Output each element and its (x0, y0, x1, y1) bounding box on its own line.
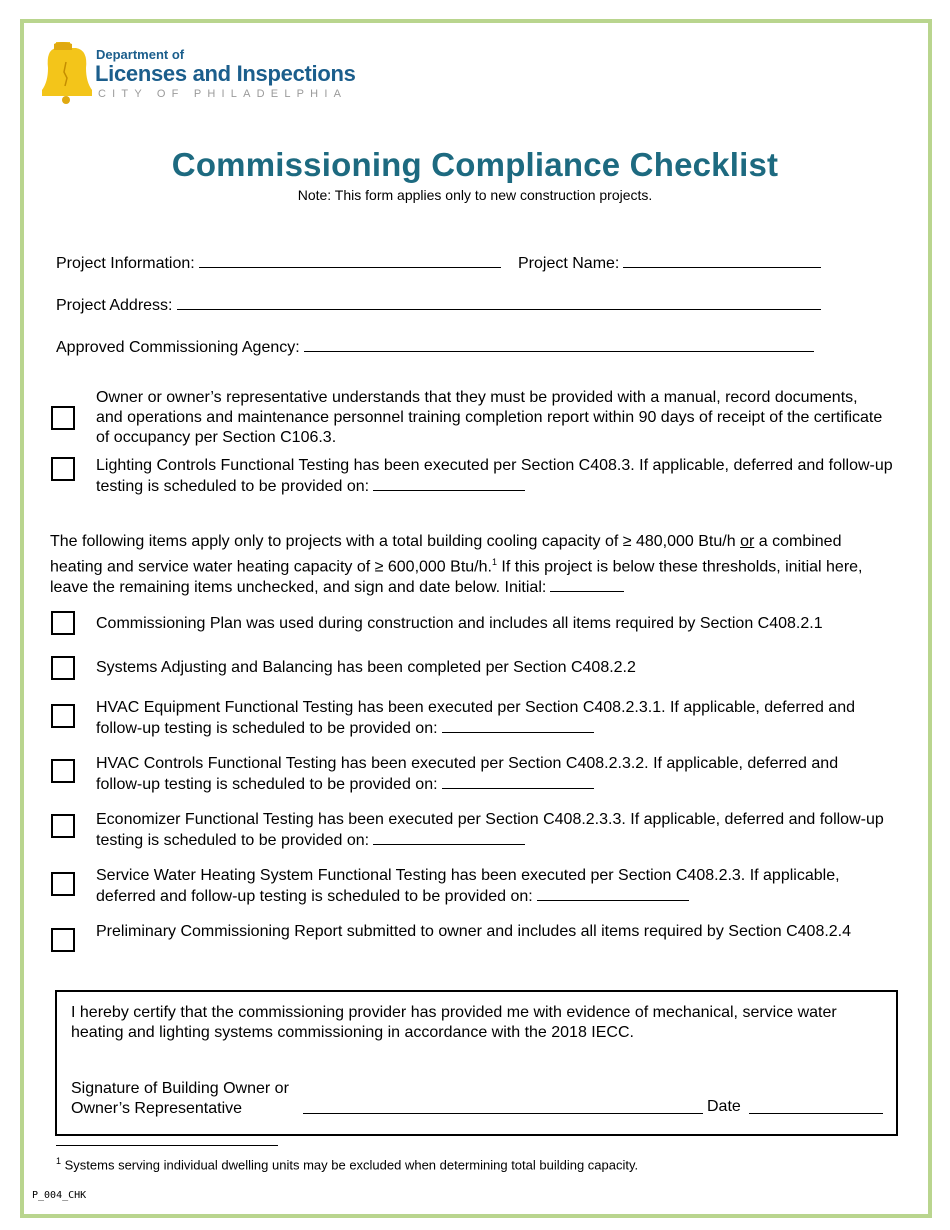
threshold-text-1: The following items apply only to projects with a total building cooling capacity of ≥ 480,000 Btu/h (50, 533, 741, 550)
checkbox-hvac-controls[interactable] (51, 759, 75, 783)
logo-city-text: CITY OF PHILADELPHIA (98, 88, 348, 100)
logo-dept-text: Department of (96, 47, 185, 62)
project-information-field[interactable] (56, 253, 501, 273)
project-address-field[interactable] (56, 295, 821, 315)
commissioning-agency-field[interactable] (56, 337, 814, 357)
threshold-paragraph (50, 532, 870, 598)
commissioning-agency-line[interactable] (304, 337, 814, 352)
hvac-equipment-date-line[interactable] (442, 718, 594, 733)
checkbox-hvac-equipment[interactable] (51, 704, 75, 728)
dept-logo (36, 38, 376, 106)
threshold-footnote-ref: 1 (491, 557, 497, 567)
signature-label (71, 1079, 289, 1119)
footnote-number: 1 (56, 1156, 62, 1166)
economizer-date-line[interactable] (373, 830, 525, 845)
date-line[interactable] (749, 1113, 883, 1114)
liberty-bell-icon (36, 38, 94, 104)
footnote-divider (56, 1145, 278, 1146)
project-name-line[interactable] (623, 253, 821, 268)
item-economizer (96, 810, 896, 851)
service-water-date-line[interactable] (537, 886, 689, 901)
threshold-text-3: If this project is below these thresholds, initial here, leave the remaining items unchecked, and sign and date below. Initial: (50, 558, 863, 597)
checkbox-adjusting-balancing[interactable] (51, 656, 75, 680)
item-hvac-equipment (96, 698, 896, 739)
project-address-line[interactable] (177, 295, 821, 310)
checkbox-preliminary-report[interactable] (51, 928, 75, 952)
item-service-water (96, 866, 856, 907)
page-title: Commissioning Compliance Checklist (171, 146, 779, 183)
date-label: Date (707, 1098, 741, 1115)
hvac-controls-date-line[interactable] (442, 774, 594, 789)
signature-label-line-1: Signature of Building Owner or (71, 1080, 289, 1097)
certification-box (55, 990, 898, 1136)
project-information-line[interactable] (199, 253, 501, 268)
project-name-field[interactable] (518, 253, 821, 273)
item-hvac-equipment-text: HVAC Equipment Functional Testing has been executed per Section C408.2.3.1. If applicable, deferred and follow-up testing is scheduled to be provided on: (96, 699, 855, 737)
project-name-label: Project Name: (518, 255, 620, 272)
project-address-label: Project Address: (56, 297, 173, 314)
logo-name-text: Licenses and Inspections (95, 61, 356, 86)
signature-label-line-2: Owner’s Representative (71, 1100, 243, 1117)
checkbox-lighting-controls[interactable] (51, 457, 75, 481)
initial-line[interactable] (550, 577, 624, 592)
item-lighting-controls (96, 456, 896, 497)
threshold-text-2: a combined heating and service water heating capacity of ≥ 600,000 Btu/h. (50, 533, 842, 576)
project-information-label: Project Information: (56, 255, 195, 272)
footnote (56, 1156, 638, 1172)
threshold-or: or (740, 533, 755, 550)
certification-text: I hereby certify that the commissioning provider has provided me with evidence of mechanical, service water heating and lighting systems commissioning in accordance with the 2018 IECC. (71, 1004, 837, 1041)
checkbox-owner-manual[interactable] (51, 406, 75, 430)
checkbox-economizer[interactable] (51, 814, 75, 838)
item-hvac-controls-text: HVAC Controls Functional Testing has been executed per Section C408.2.3.2. If applicable, deferred and follow-up testing is scheduled to be provided on: (96, 755, 839, 793)
checkbox-commissioning-plan[interactable] (51, 611, 75, 635)
form-note: Note: This form applies only to new construction projects. (297, 187, 653, 203)
commissioning-agency-label: Approved Commissioning Agency: (56, 339, 300, 356)
item-commissioning-plan: Commissioning Plan was used during construction and includes all items required by Section C408.2.1 (96, 615, 823, 632)
signature-line[interactable] (303, 1113, 703, 1114)
form-id: P_004_CHK (32, 1190, 87, 1201)
item-economizer-text: Economizer Functional Testing has been executed per Section C408.2.3.3. If applicable, deferred and follow-up testing is scheduled to be provided on: (96, 811, 884, 849)
item-lighting-controls-text: Lighting Controls Functional Testing has been executed per Section C408.3. If applicable, deferred and follow-up testing is scheduled to be provided on: (96, 457, 893, 495)
item-adjusting-balancing: Systems Adjusting and Balancing has been completed per Section C408.2.2 (96, 659, 636, 676)
lighting-date-line[interactable] (373, 476, 525, 491)
item-owner-manual: Owner or owner’s representative understands that they must be provided with a manual, record documents, and operations and maintenance personnel training completion report within 90 days of receipt of the certificate of occupancy per Section C106.3. (96, 389, 883, 446)
footnote-text: Systems serving individual dwelling units may be excluded when determining total building capacity. (61, 1157, 639, 1173)
item-service-water-text: Service Water Heating System Functional Testing has been executed per Section C408.2.3. If applicable, deferred and follow-up testing is scheduled to be provided on: (96, 867, 840, 905)
checkbox-service-water[interactable] (51, 872, 75, 896)
item-hvac-controls (96, 754, 886, 795)
item-preliminary-report: Preliminary Commissioning Report submitted to owner and includes all items required by Section C408.2.4 (96, 923, 852, 940)
